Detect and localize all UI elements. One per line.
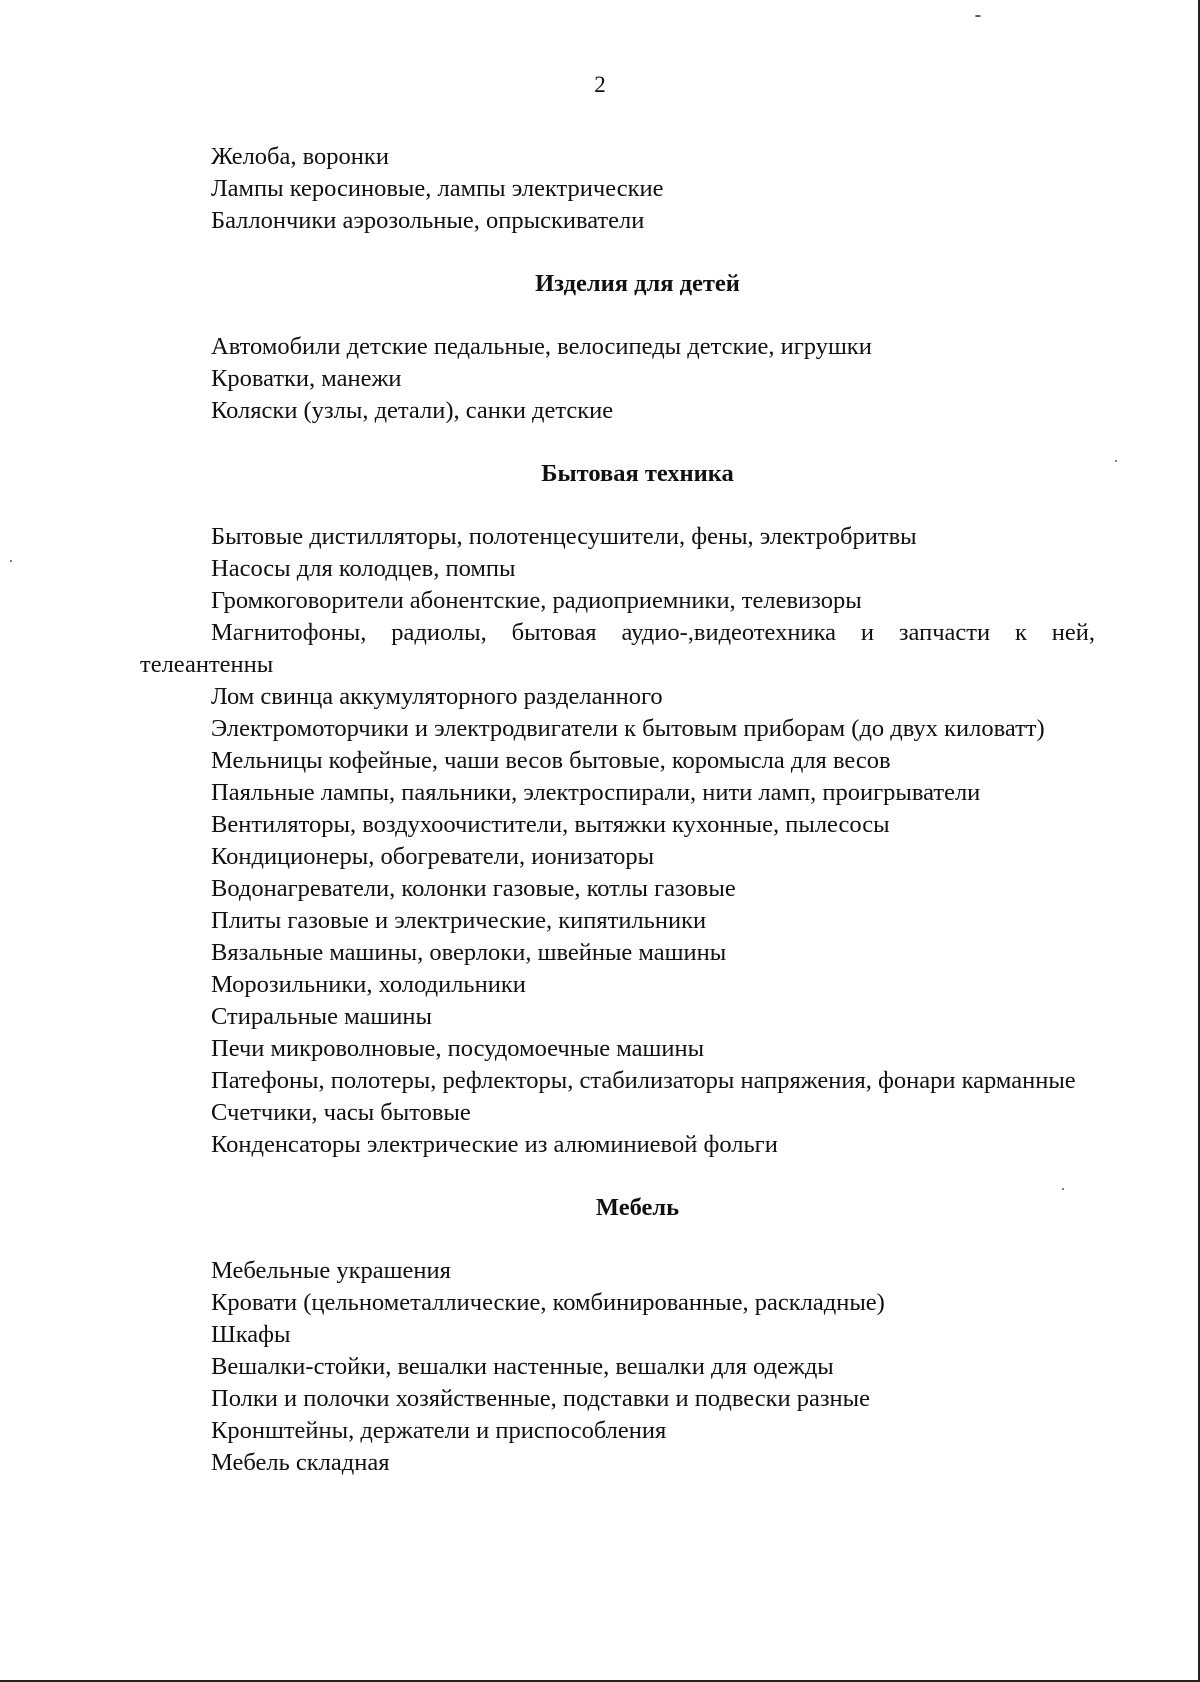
list-item: Патефоны, полотеры, рефлекторы, стабилизаторы напряжения, фонари карманные [211,1067,1076,1094]
list-item: Магнитофоны, радиолы, бытовая аудио-,видеотехника и запчасти к ней, телеантенны [140,619,1095,678]
list-item: Бытовые дистилляторы, полотенцесушители, фены, электробритвы [211,523,917,550]
list-item: Мебельные украшения [211,1257,451,1284]
list-item: Водонагреватели, колонки газовые, котлы газовые [211,875,736,902]
list-item: Шкафы [211,1321,291,1348]
scan-speck [10,560,12,562]
list-item: Плиты газовые и электрические, кипятильники [211,907,707,934]
section-household-appliances [140,458,1095,1161]
intro-list [140,141,1095,237]
list-item: Электромоторчики и электродвигатели к бытовым приборам (до двух киловатт) [211,715,1045,742]
list-item: Кондиционеры, обогреватели, ионизаторы [211,843,655,870]
list-item: Кровати (цельнометаллические, комбинированные, раскладные) [211,1289,885,1316]
list-item: Конденсаторы электрические из алюминиевой фольги [211,1131,778,1158]
list-item: Лампы керосиновые, лампы электрические [211,175,664,202]
document-content [140,141,1095,1479]
section-heading: Изделия для детей [535,270,740,297]
section-children-goods [140,268,1095,427]
list-item: Лом свинца аккумуляторного разделанного [211,683,663,710]
list-item: Стиральные машины [211,1003,432,1030]
section-heading: Бытовая техника [541,460,734,487]
page-number: 2 [594,72,606,97]
list-item: Автомобили детские педальные, велосипеды детские, игрушки [211,333,872,360]
list-item: Желоба, воронки [211,143,389,170]
list-item: Коляски (узлы, детали), санки детские [211,397,614,424]
list-item: Вентиляторы, воздухоочистители, вытяжки кухонные, пылесосы [211,811,890,838]
list-item: Вязальные машины, оверлоки, швейные машины [211,939,727,966]
scan-speck [975,15,981,17]
list-item: Кроватки, манежи [211,365,402,392]
list-item: Мебель складная [211,1449,390,1476]
section-furniture [140,1192,1095,1479]
list-item: Морозильники, холодильники [211,971,526,998]
scan-speck [1062,1188,1064,1190]
list-item: Вешалки-стойки, вешалки настенные, вешалки для одежды [211,1353,834,1380]
list-item: Счетчики, часы бытовые [211,1099,471,1126]
list-item: Паяльные лампы, паяльники, электроспирали, нити ламп, проигрыватели [211,779,981,806]
list-item: Баллончики аэрозольные, опрыскиватели [211,207,645,234]
list-item: Полки и полочки хозяйственные, подставки и подвески разные [211,1385,870,1412]
scan-speck [1115,460,1117,462]
list-item: Кронштейны, держатели и приспособления [211,1417,667,1444]
list-item: Мельницы кофейные, чаши весов бытовые, коромысла для весов [211,747,891,774]
list-item: Печи микроволновые, посудомоечные машины [211,1035,705,1062]
list-item: Громкоговорители абонентские, радиоприемники, телевизоры [211,587,862,614]
section-heading: Мебель [595,1194,680,1221]
list-item: Насосы для колодцев, помпы [211,555,516,582]
